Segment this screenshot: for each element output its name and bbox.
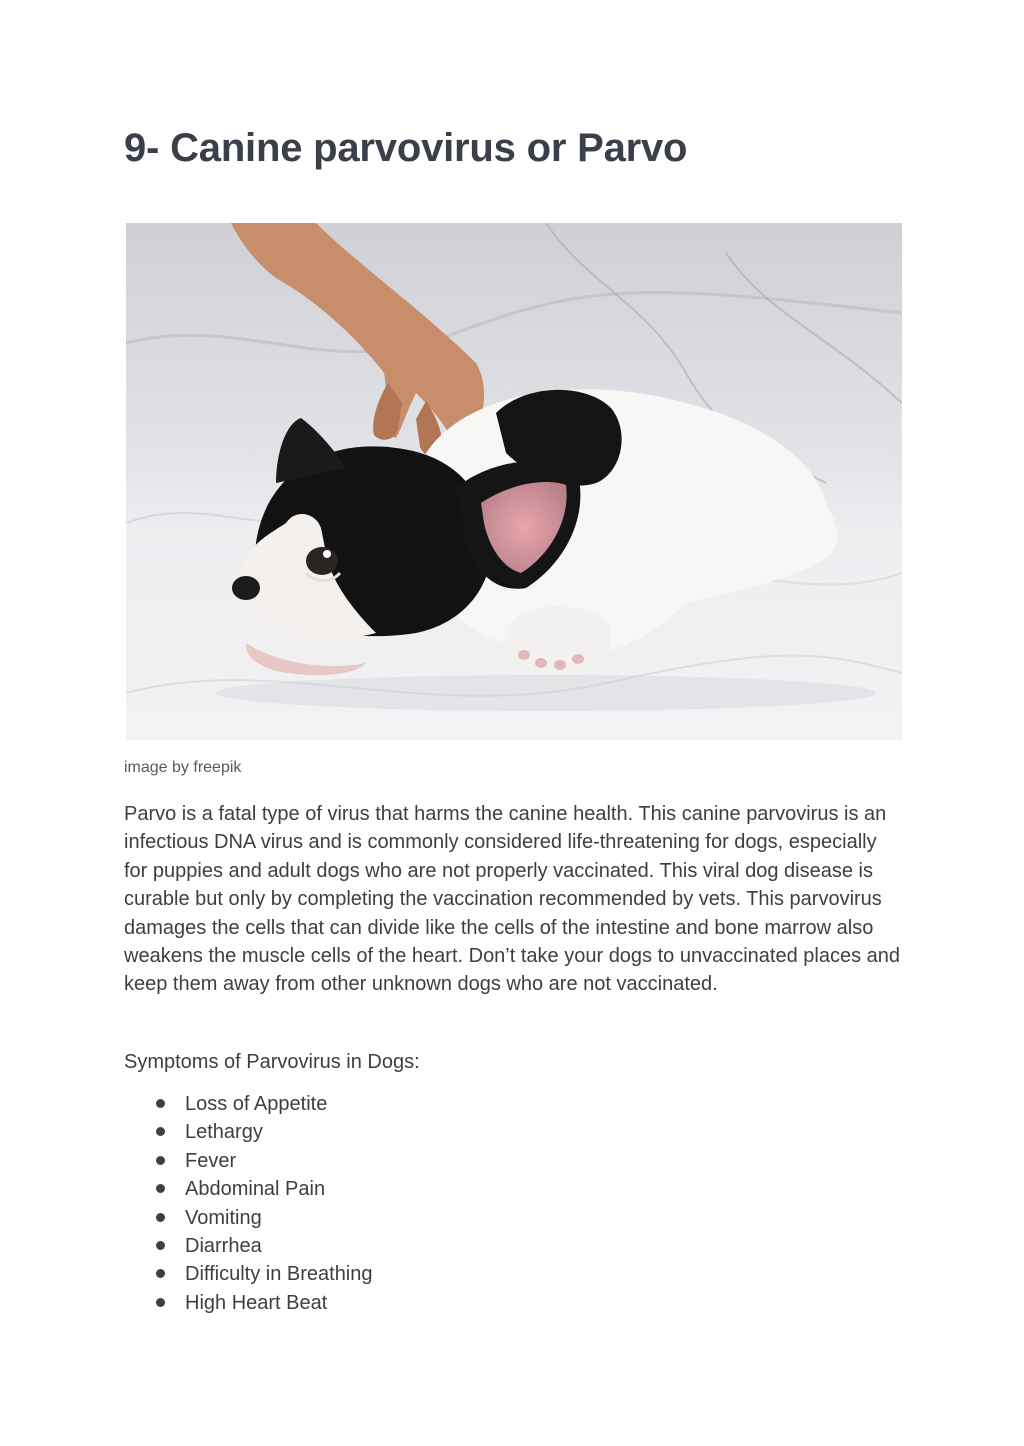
page-title: 9- Canine parvovirus or Parvo — [124, 126, 688, 170]
list-item — [124, 1260, 373, 1288]
bullet-icon — [156, 1127, 165, 1136]
bullet-icon — [156, 1241, 165, 1250]
list-item — [124, 1204, 373, 1232]
image-caption: image by freepik — [124, 759, 242, 776]
list-item — [124, 1090, 373, 1118]
list-item-label: Fever — [185, 1149, 237, 1172]
list-item-label: Vomiting — [185, 1206, 262, 1229]
list-item-label: Lethargy — [185, 1121, 263, 1144]
bullet-icon — [156, 1269, 165, 1278]
list-item — [124, 1232, 373, 1260]
symptoms-heading: Symptoms of Parvovirus in Dogs: — [124, 1051, 420, 1073]
puppy-illustration — [126, 223, 902, 740]
list-item-label: High Heart Beat — [185, 1291, 328, 1314]
bullet-icon — [156, 1298, 165, 1307]
list-item — [124, 1118, 373, 1146]
list-item — [124, 1175, 373, 1203]
list-item — [124, 1147, 373, 1175]
list-item-label: Diarrhea — [185, 1234, 262, 1257]
bullet-icon — [156, 1156, 165, 1165]
list-item-label: Abdominal Pain — [185, 1178, 326, 1201]
puppy-photo — [126, 223, 902, 740]
symptom-list — [124, 1090, 373, 1317]
list-item-label: Difficulty in Breathing — [185, 1263, 373, 1286]
list-item-label: Loss of Appetite — [185, 1093, 328, 1115]
list-item — [124, 1289, 373, 1317]
bullet-icon — [156, 1099, 165, 1108]
bullet-icon — [156, 1184, 165, 1193]
body-paragraph: Parvo is a fatal type of virus that harms the canine health. This canine parvovirus is an infectious DNA virus and is commonly considered life-threatening for dogs, especially for puppies and adult dogs who are not properly vaccinated. This viral dog disease is curable but only by completing the vaccination recommended by vets. This parvovirus damages the cells that can divide like the cells of the intestine and bone marrow also weakens the muscle cells of the heart. Don’t take your dogs to unvaccinated places and keep them away from other unknown dogs who are not vaccinated. — [124, 803, 901, 996]
bullet-icon — [156, 1213, 165, 1222]
